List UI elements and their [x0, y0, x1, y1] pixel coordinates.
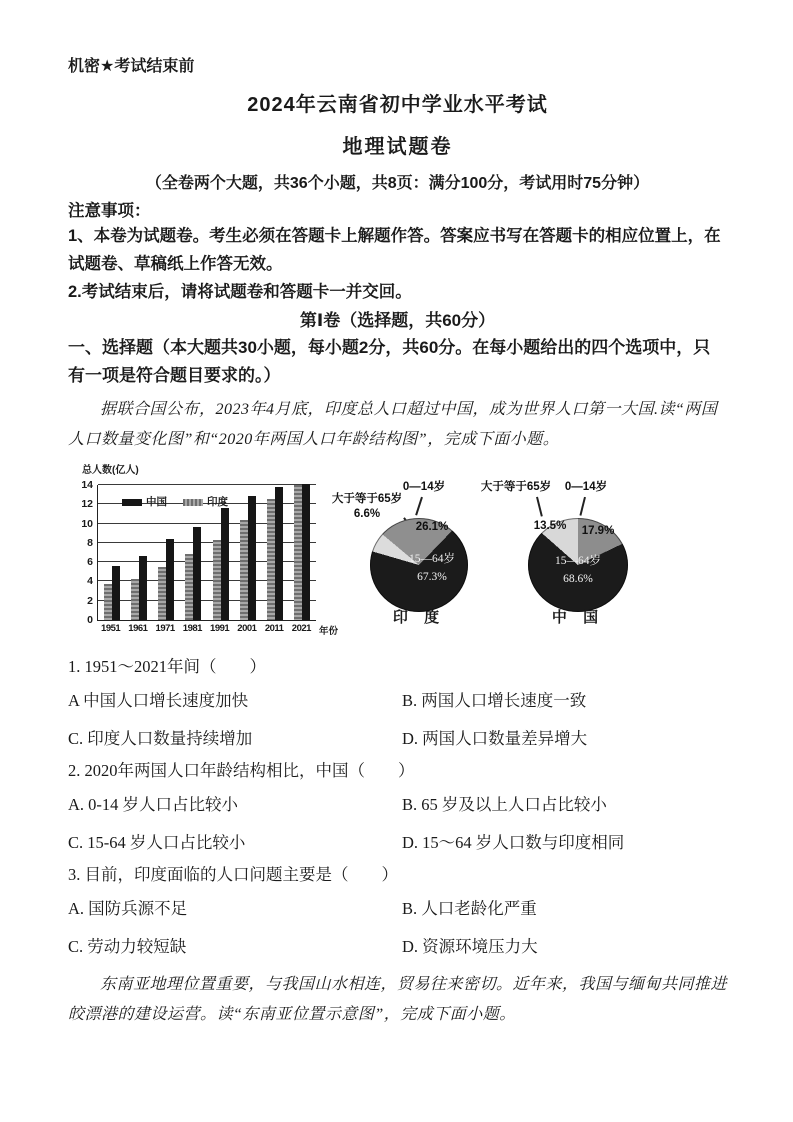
bar-china: [221, 508, 229, 620]
x-axis-tick: 2001: [237, 623, 257, 634]
pie-chart-china: [480, 460, 698, 648]
y-axis-tick: 4: [87, 575, 93, 588]
y-axis-tick: 2: [87, 594, 93, 607]
bar-china: [166, 539, 174, 620]
part-1-title: 第Ⅰ卷（选择题，共60分）: [299, 311, 496, 330]
question-2-stem: 2. 2020年两国人口年龄结构相比，中国（ ）: [68, 761, 415, 780]
gridline: [98, 484, 316, 485]
legend-label-india: 印度: [207, 496, 228, 508]
question-2: [68, 760, 727, 854]
section-1-heading: 一、选择题（本大题共30小题，每小题2分，共60分。在每小题给出的四个选项中，只有一项是符合题目要求的。）: [68, 338, 711, 385]
bar-chart-y-axis-label: 总人数(亿人): [82, 465, 139, 476]
bar-china: [193, 527, 201, 620]
question-2-option-c: C. 15-64 岁人口占比较小: [68, 833, 246, 852]
question-1-option-d: D. 两国人口数量差异增大: [402, 729, 588, 748]
question-1-option-a: A 中国人口增长速度加快: [68, 691, 249, 710]
question-1-stem: 1. 1951～2021年间（ ）: [68, 657, 266, 676]
question-1-options: [68, 690, 727, 750]
paper-subtitle: 地理试题卷: [342, 136, 453, 158]
pie-china-pct-15-64: 68.6%: [563, 573, 593, 585]
y-axis-tick: 8: [87, 536, 93, 549]
question-1: [68, 656, 727, 750]
bar-china: [112, 566, 120, 620]
question-1-option-c: C. 印度人口数量持续增加: [68, 729, 253, 748]
bar-india: [294, 485, 302, 620]
pie-china-label-0-14: 0—14岁: [564, 481, 608, 493]
pie-india-65plus-text: 大于等于65岁: [331, 493, 403, 505]
question-3: [68, 864, 727, 958]
legend-label-china: 中国: [146, 496, 167, 508]
bar-china: [248, 496, 256, 620]
question-3-stem: 3. 目前，印度面临的人口问题主要是（ ）: [68, 865, 398, 884]
pie-india-label-65plus: [324, 492, 410, 522]
legend-swatch-china: [122, 499, 142, 506]
x-axis-unit-label: 年份: [319, 626, 339, 637]
pie-india-label-0-14: 0—14岁: [402, 481, 446, 493]
notes-heading: 注意事项：: [68, 202, 151, 220]
y-axis-tick: 14: [81, 479, 93, 491]
x-axis-tick: 2011: [264, 623, 284, 634]
passage-population: 据联合国公布，2023年4月底，印度总人口超过中国，成为世界人口第一大国.读“两国人口数量变化图”和“2020年两国人口年龄结构图”，完成下面小题。: [68, 401, 718, 448]
bar-chart-x-axis: [97, 623, 357, 639]
question-3-option-b: B. 人口老龄化严重: [402, 899, 537, 918]
x-axis-tick: 1991: [210, 623, 230, 634]
question-2-option-b: B. 65 岁及以上人口占比较小: [402, 795, 607, 814]
question-3-options: [68, 898, 727, 958]
bar-india: [158, 567, 166, 620]
leader-line: [536, 497, 542, 517]
x-axis-tick: 1961: [128, 623, 148, 634]
pie-china-pct-0-14: 17.9%: [581, 525, 615, 537]
y-axis-tick: 10: [81, 517, 93, 530]
legend-swatch-india: [183, 499, 203, 506]
exam-title: 2024年云南省初中学业水平考试: [247, 94, 548, 116]
gridline: [98, 561, 316, 562]
pie-china-title: 中 国: [551, 609, 605, 626]
exam-meta-line: （全卷两个大题，共36个小题，共8页：满分100分，考试用时75分钟）: [145, 175, 650, 192]
passage-southeast-asia: 东南亚地理位置重要，与我国山水相连，贸易往来密切。近年来，我国与缅甸共同推进皎漂港的建设运营。读“东南亚位置示意图”，完成下面小题。: [68, 976, 728, 1023]
pie-india-title: 印 度: [392, 609, 446, 626]
y-axis-tick: 12: [81, 498, 93, 511]
question-2-option-a: A. 0-14 岁人口占比较小: [68, 795, 239, 814]
bar-china: [302, 484, 310, 620]
question-3-option-d: D. 资源环境压力大: [402, 937, 538, 956]
question-3-option-a: A. 国防兵源不足: [68, 899, 188, 918]
population-figure: [68, 460, 727, 648]
note-item-1: 1、本卷为试题卷。考生必须在答题卡上解题作答。答案应书写在答题卡的相应位置上，在试题卷、草稿纸上作答无效。: [68, 227, 721, 273]
x-axis-tick: 1981: [182, 623, 202, 634]
x-axis-tick: 1951: [101, 623, 121, 634]
question-3-option-c: C. 劳动力较短缺: [68, 937, 187, 956]
bar-india: [131, 579, 139, 620]
y-axis-tick: 0: [87, 614, 93, 626]
x-axis-tick: 2021: [291, 623, 311, 634]
legend-item-china: [122, 494, 167, 509]
gridline: [98, 523, 316, 524]
pie-india-pct-0-14: 26.1%: [415, 521, 449, 533]
note-item-2: 2.考试结束后，请将试题卷和答题卡一并交回。: [68, 283, 412, 301]
bar-india: [213, 540, 221, 620]
bar-india: [240, 520, 248, 620]
question-2-option-d: D. 15～64 岁人口数与印度相同: [402, 833, 625, 852]
bar-chart-population-change: [80, 460, 360, 648]
legend-item-india: [183, 494, 228, 509]
leader-line: [579, 497, 585, 516]
bar-india: [104, 584, 112, 620]
gridline: [98, 542, 316, 543]
y-axis-tick: 6: [87, 556, 93, 569]
bar-china: [275, 487, 283, 620]
leader-line: [415, 497, 422, 516]
bar-chart-plot-area: [97, 485, 316, 621]
bar-chart-legend: [122, 494, 228, 509]
bar-china: [139, 556, 147, 620]
pie-china-pct-65plus: 13.5%: [533, 520, 567, 532]
pie-india-label-15-64: 15—64岁: [409, 553, 455, 565]
pie-india-65plus-pct: 6.6%: [353, 508, 381, 520]
question-1-option-b: B. 两国人口增长速度一致: [402, 691, 587, 710]
pie-china-label-15-64: 15—64岁: [555, 555, 601, 567]
confidential-marking: 机密★考试结束前: [68, 58, 195, 75]
x-axis-tick: 1971: [155, 623, 175, 634]
pie-india-pct-15-64: 67.3%: [417, 571, 447, 583]
bar-chart-y-axis: [80, 479, 95, 626]
pie-china-label-65plus: 大于等于65岁: [480, 481, 552, 493]
bar-india: [267, 499, 275, 621]
bar-india: [185, 554, 193, 620]
question-2-options: [68, 794, 727, 854]
